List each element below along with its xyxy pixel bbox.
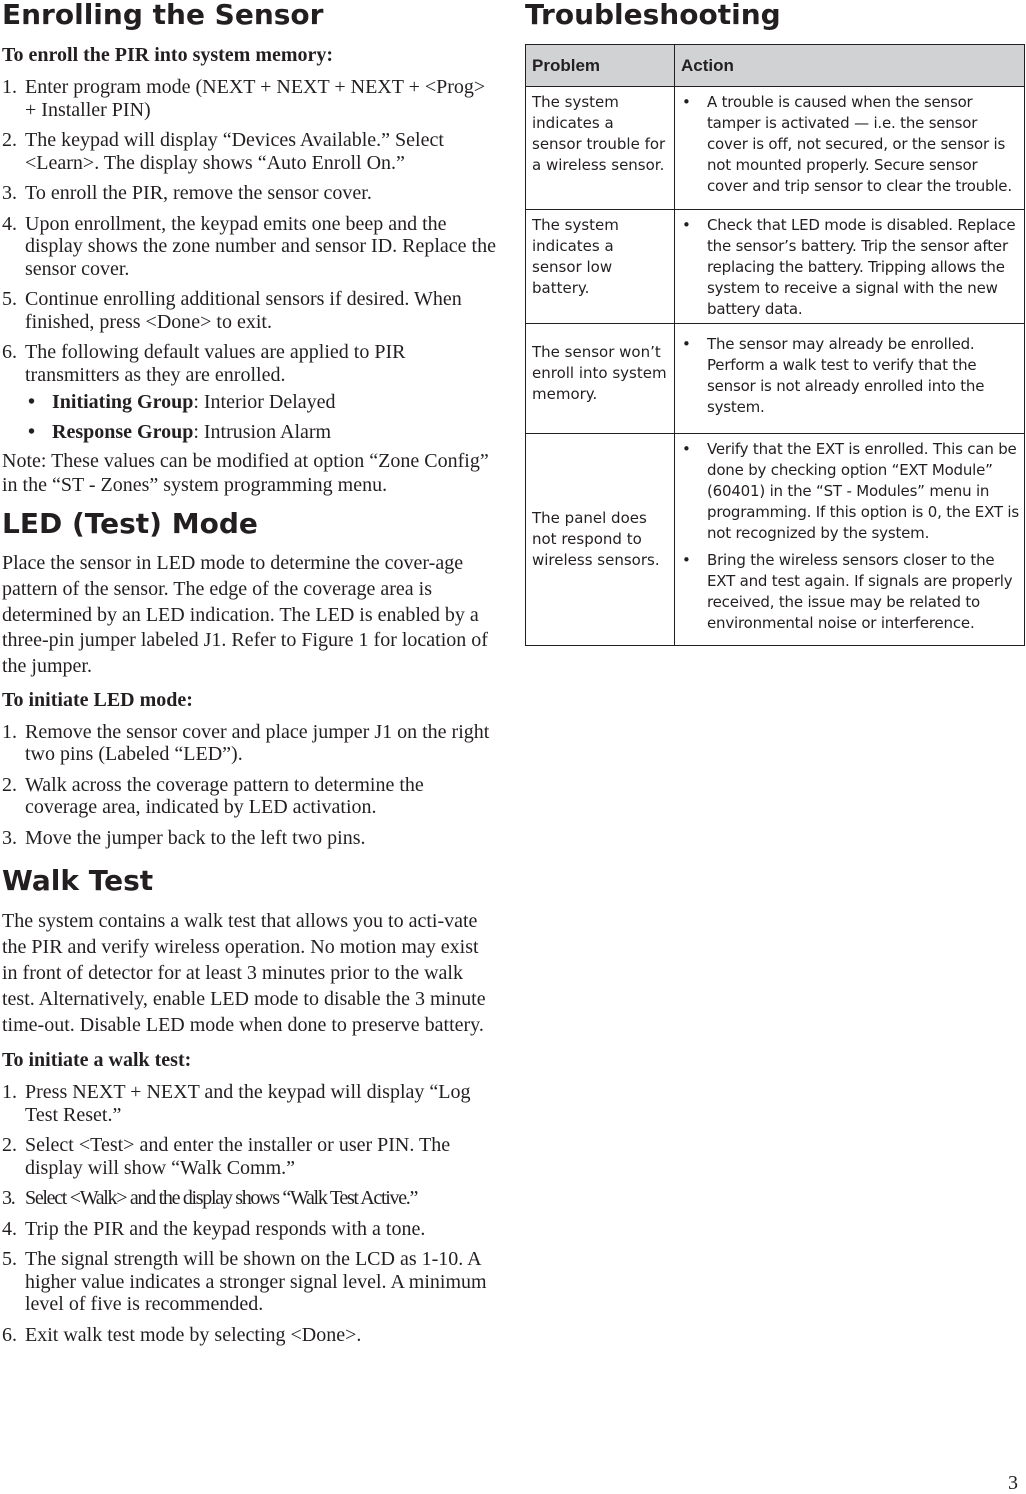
list-item: • Verify that the EXT is enrolled. This can be done by checking option “EXT Module” (60401) in the “ST - Modules” menu in programming. If this option is 0, the EXT is not recognized by the system. <box>682 440 1020 542</box>
initiating-group-label: Initiating Group <box>52 391 194 413</box>
action-cell <box>675 87 1025 210</box>
enrolling-subhead: To enroll the PIR into system memory: <box>2 44 334 66</box>
led-body: Place the sensor in LED mode to determine the cover-age pattern of the sensor. The edge of the coverage area is determined by an LED indication. The LED is enabled by a three-pin jumper labeled J1. Refer to Figure 1 for location of the jumper. <box>2 552 488 678</box>
right-column <box>525 0 1025 646</box>
list-item: 1. Press NEXT + NEXT and the keypad will display “Log Test Reset.” <box>2 1081 471 1126</box>
action-cell <box>675 434 1025 646</box>
led-steps <box>2 721 498 850</box>
list-item: • Response Group: Intrusion Alarm <box>28 421 332 443</box>
troubleshooting-table <box>525 44 1025 646</box>
enrolling-steps <box>2 76 498 386</box>
list-item: 3. To enroll the PIR, remove the sensor cover. <box>2 182 372 204</box>
list-item: 2. The keypad will display “Devices Available.” Select <Learn>. The display shows “Auto Enroll On.” <box>2 129 444 174</box>
problem-column-header: Problem <box>526 45 675 87</box>
action-cell <box>675 324 1025 434</box>
troubleshooting-title: Troubleshooting <box>525 0 781 31</box>
problem-cell: The panel does not respond to wireless sensors. <box>526 434 675 646</box>
default-values-list <box>2 390 498 444</box>
walk-test-title: Walk Test <box>2 864 154 898</box>
problem-cell: The sensor won’t enroll into system memory. <box>526 324 675 434</box>
enrolling-note: Note: These values can be modified at option “Zone Config” in the “ST - Zones” system programming menu. <box>2 450 489 496</box>
list-item: • Initiating Group: Interior Delayed <box>28 391 336 413</box>
action-column-header: Action <box>675 45 1025 87</box>
walk-test-body: The system contains a walk test that allows you to acti-vate the PIR and verify wireless operation. No motion may exist in front of detector for at least 3 minutes prior to the walk test. Alternatively, enable LED mode to disable the 3 minute time-out. Disable LED mode when done to preserve battery. <box>2 910 486 1036</box>
table-row <box>526 210 1025 324</box>
led-title: LED (Test) Mode <box>2 507 258 540</box>
list-item: 3. Select <Walk> and the display shows “Walk Test Active.” <box>2 1187 418 1210</box>
list-item: 5. The signal strength will be shown on the LCD as 1-10. A higher value indicates a stronger signal level. A minimum level of five is recommended. <box>2 1248 487 1316</box>
table-row <box>526 324 1025 434</box>
page-number: 3 <box>1008 1472 1018 1494</box>
list-item: 3. Move the jumper back to the left two pins. <box>2 826 366 849</box>
list-item: • Bring the wireless sensors closer to the EXT and test again. If signals are properly received, the issue may be related to environmental noise or interference. <box>682 551 1013 632</box>
walk-test-steps <box>2 1081 498 1346</box>
action-cell <box>675 210 1025 324</box>
list-item: 1. Remove the sensor cover and place jumper J1 on the right two pins (Labeled “LED”). <box>2 720 490 766</box>
walk-test-subhead: To initiate a walk test: <box>2 1049 192 1072</box>
response-group-label: Response Group <box>52 421 194 443</box>
list-item: 1. Enter program mode (NEXT + NEXT + NEXT + <Prog> + Installer PIN) <box>2 76 486 121</box>
table-row <box>526 87 1025 210</box>
list-item: 2. Walk across the coverage pattern to determine the coverage area, indicated by LED activation. <box>2 773 424 819</box>
table-row <box>526 434 1025 646</box>
led-subhead: To initiate LED mode: <box>2 688 193 711</box>
left-column <box>2 0 498 1346</box>
list-item: • A trouble is caused when the sensor tamper is activated — i.e. the sensor cover is off, not secured, or the sensor is not mounted properly. Secure sensor cover and trip sensor to clear the trouble. <box>682 93 1012 195</box>
table-header-row <box>526 45 1025 87</box>
list-item: 6. The following default values are applied to PIR transmitters as they are enrolled. <box>2 341 406 386</box>
enrolling-title: Enrolling the Sensor <box>2 0 324 31</box>
list-item: 4. Upon enrollment, the keypad emits one beep and the display shows the zone number and sensor ID. Replace the sensor cover. <box>2 212 496 280</box>
list-item: • Check that LED mode is disabled. Replace the sensor’s battery. Trip the sensor after replacing the battery. Tripping allows the system to receive a signal with the new battery data. <box>682 216 1016 318</box>
list-item: • The sensor may already be enrolled. Perform a walk test to verify that the sensor is not already enrolled into the system. <box>682 335 985 416</box>
list-item: 4. Trip the PIR and the keypad responds with a tone. <box>2 1217 426 1240</box>
list-item: 5. Continue enrolling additional sensors if desired. When finished, press <Done> to exit. <box>2 288 462 333</box>
problem-cell: The system indicates a sensor trouble for a wireless sensor. <box>526 87 675 210</box>
problem-cell: The system indicates a sensor low battery. <box>526 210 675 324</box>
list-item: 2. Select <Test> and enter the installer or user PIN. The display will show “Walk Comm.” <box>2 1134 451 1179</box>
list-item: 6. Exit walk test mode by selecting <Done>. <box>2 1323 362 1346</box>
